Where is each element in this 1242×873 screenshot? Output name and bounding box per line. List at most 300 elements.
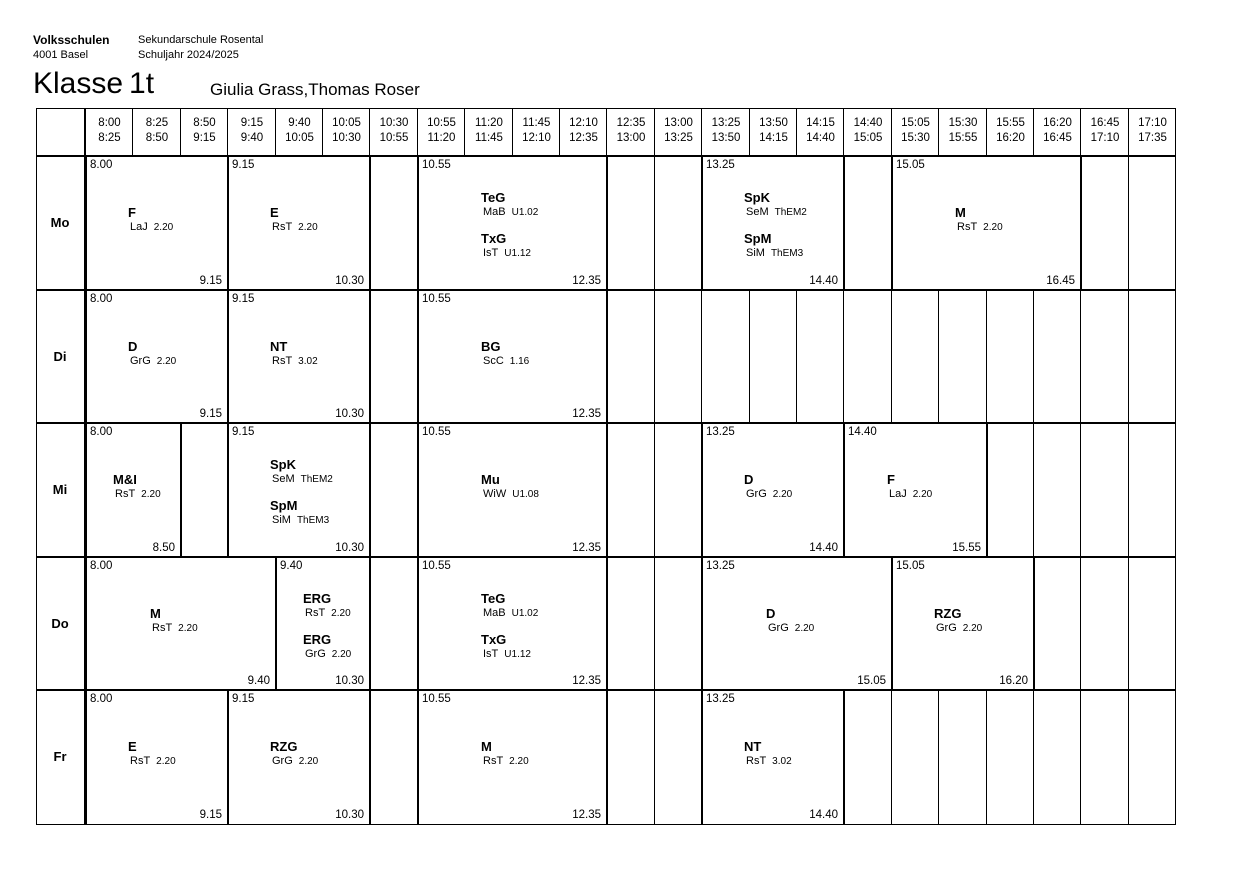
lesson-border — [180, 423, 182, 557]
lesson-teacher: RsT — [152, 622, 173, 634]
lesson-teacher: RsT — [483, 755, 504, 767]
lesson-teacher: GrG — [936, 622, 957, 634]
lesson-border — [1080, 156, 1082, 290]
lesson-start-time: 8.00 — [90, 293, 113, 305]
lesson-block[interactable] — [417, 557, 606, 690]
timeslot-to: 11:20 — [427, 132, 456, 144]
timeslot-to: 10:05 — [285, 132, 314, 144]
lesson-start-time: 10.55 — [422, 560, 451, 572]
lesson-end-time: 12.35 — [572, 542, 601, 554]
timeslot-from: 15:55 — [996, 117, 1025, 129]
slot-divider — [938, 290, 939, 423]
lesson-room: U1.02 — [511, 608, 539, 619]
lesson-subject: M — [955, 205, 966, 220]
lesson-details — [130, 755, 176, 767]
timeslot-to: 14:15 — [759, 132, 788, 144]
lesson-details — [483, 247, 531, 259]
timeslot-to: 10:30 — [332, 132, 361, 144]
lesson-start-time: 9.15 — [232, 159, 255, 171]
lesson-end-time: 15.55 — [952, 542, 981, 554]
lesson-details — [272, 473, 333, 485]
lesson-end-time: 16.45 — [1046, 275, 1075, 287]
lesson-room: U1.12 — [504, 248, 531, 259]
lesson-block[interactable] — [701, 690, 843, 824]
slot-divider — [891, 290, 892, 423]
slot-divider — [1128, 557, 1129, 690]
lesson-teacher: GrG — [768, 622, 789, 634]
timeslot-header — [607, 116, 655, 146]
lesson-end-time: 16.20 — [999, 675, 1028, 687]
lesson-subject: SpK — [270, 457, 296, 472]
lesson-teacher: WiW — [483, 488, 507, 500]
timeslot-header — [987, 116, 1034, 146]
lesson-end-time: 10.30 — [335, 275, 364, 287]
lesson-room: 2.20 — [983, 222, 1003, 233]
lesson-start-time: 15.05 — [896, 560, 925, 572]
lesson-end-time: 9.40 — [247, 675, 270, 687]
lesson-details — [272, 355, 318, 367]
lesson-subject: D — [744, 472, 754, 487]
lesson-border — [1033, 557, 1035, 690]
lesson-border — [606, 423, 608, 557]
lesson-end-time: 8.50 — [152, 542, 175, 554]
timeslot-header — [418, 116, 465, 146]
lesson-details — [746, 206, 807, 218]
slot-divider — [1128, 690, 1129, 824]
lesson-start-time: 13.25 — [706, 426, 735, 438]
lesson-end-time: 14.40 — [809, 275, 838, 287]
lesson-border — [606, 557, 608, 690]
grid-border-bottom — [36, 824, 1176, 825]
lesson-block[interactable] — [85, 690, 227, 824]
lesson-end-time: 9.15 — [199, 809, 222, 821]
lesson-room: 2.20 — [156, 756, 176, 767]
lesson-room: 2.20 — [298, 756, 319, 767]
slot-divider — [654, 156, 655, 290]
timeslot-header — [750, 116, 797, 146]
lesson-details — [305, 607, 351, 619]
lesson-subject: ERG — [303, 591, 332, 606]
lesson-teacher: IsT — [483, 648, 499, 660]
lesson-teacher: SiM — [272, 514, 291, 526]
lesson-subject: E — [128, 739, 137, 754]
timeslot-header — [370, 116, 418, 146]
timeslot-header — [892, 116, 939, 146]
lesson-block[interactable] — [227, 290, 369, 423]
lesson-room: U1.08 — [512, 489, 539, 500]
lesson-teacher: RsT — [746, 755, 767, 767]
lesson-room: 2.20 — [153, 222, 174, 233]
lesson-subject: D — [766, 606, 776, 621]
lesson-start-time: 13.25 — [706, 560, 735, 572]
lesson-details — [483, 488, 539, 500]
timeslot-from: 10:30 — [379, 117, 409, 129]
lesson-end-time: 10.30 — [335, 675, 364, 687]
lesson-details — [889, 488, 932, 500]
day-label-di: Di — [53, 348, 67, 364]
timeslot-from: 8:00 — [98, 117, 121, 129]
lesson-details — [483, 607, 538, 619]
lesson-details — [746, 247, 803, 259]
lesson-block[interactable] — [275, 557, 369, 690]
lesson-details — [957, 221, 1003, 233]
lesson-teacher: LaJ — [130, 221, 148, 233]
timeslot-to: 9:15 — [193, 132, 216, 144]
lesson-subject: RZG — [270, 739, 298, 754]
lesson-room: 2.20 — [509, 756, 529, 767]
timeslot-header — [702, 116, 750, 146]
lesson-teacher: SeM — [272, 473, 295, 485]
lesson-teacher: RsT — [272, 355, 293, 367]
timeslot-header — [655, 116, 702, 146]
slot-divider — [654, 557, 655, 690]
slot-divider — [1033, 690, 1034, 824]
lesson-subject: M&I — [113, 472, 137, 487]
timeslot-from: 10:55 — [427, 117, 456, 129]
lesson-subject: ERG — [303, 632, 332, 647]
slot-divider — [749, 290, 750, 423]
slot-divider — [843, 290, 844, 423]
lesson-border — [369, 423, 371, 557]
lesson-subject: TxG — [481, 231, 507, 246]
timeslot-from: 11:45 — [522, 117, 551, 129]
lesson-end-time: 15.05 — [857, 675, 886, 687]
org-name: Volksschulen — [33, 33, 110, 47]
lesson-subject: NT — [270, 339, 288, 354]
lesson-subject: F — [887, 472, 895, 487]
lesson-end-time: 14.40 — [809, 809, 838, 821]
lesson-subject: SpM — [270, 498, 298, 513]
timeslot-from: 12:35 — [616, 117, 646, 129]
lesson-start-time: 9.15 — [232, 693, 255, 705]
timeslot-to: 12:35 — [569, 132, 598, 144]
timeslot-from: 16:20 — [1043, 117, 1072, 129]
timeslot-from: 15:30 — [948, 117, 978, 129]
lesson-start-time: 8.00 — [90, 693, 113, 705]
slot-divider — [891, 690, 892, 824]
lesson-block[interactable] — [891, 557, 1033, 690]
lesson-end-time: 12.35 — [572, 675, 601, 687]
slot-divider — [701, 290, 702, 423]
lesson-teacher: SiM — [746, 247, 765, 259]
lesson-room: 2.20 — [962, 623, 983, 634]
lesson-border — [369, 557, 371, 690]
lesson-block[interactable] — [227, 423, 369, 557]
lesson-subject: Mu — [481, 472, 500, 487]
lesson-details — [130, 221, 173, 233]
lesson-start-time: 10.55 — [422, 159, 451, 171]
timeslot-header — [133, 116, 181, 146]
lesson-block[interactable] — [701, 156, 843, 290]
timeslot-header — [513, 116, 560, 146]
lesson-block[interactable] — [85, 557, 275, 690]
lesson-room: U1.02 — [511, 207, 539, 218]
timeslot-to: 11:45 — [475, 132, 503, 144]
lesson-details — [272, 514, 329, 526]
timeslot-to: 8:25 — [98, 132, 121, 144]
lesson-details — [272, 221, 318, 233]
timeslot-to: 13:00 — [616, 132, 646, 144]
lesson-room: 2.20 — [156, 356, 177, 367]
lesson-start-time: 10.55 — [422, 693, 451, 705]
timeslot-header — [560, 116, 607, 146]
lesson-room: 2.20 — [912, 489, 933, 500]
lesson-block[interactable] — [417, 156, 606, 290]
lesson-block[interactable] — [417, 423, 606, 557]
grid-border-right — [1175, 108, 1176, 825]
lesson-details — [305, 648, 351, 660]
timeslot-to: 13:25 — [664, 132, 693, 144]
lesson-teacher: RsT — [130, 755, 151, 767]
lesson-block[interactable] — [85, 423, 180, 557]
lesson-details — [483, 755, 529, 767]
lesson-room: ThEM3 — [296, 515, 330, 526]
lesson-subject: F — [128, 205, 136, 220]
timeslot-to: 12:10 — [522, 132, 551, 144]
lesson-subject: E — [270, 205, 279, 220]
timeslot-from: 9:40 — [288, 117, 311, 129]
slot-divider — [654, 423, 655, 557]
lesson-block[interactable] — [701, 557, 891, 690]
lesson-subject: D — [128, 339, 138, 354]
slot-divider — [1080, 290, 1081, 423]
lesson-end-time: 10.30 — [335, 542, 364, 554]
lesson-block[interactable] — [417, 290, 606, 423]
timeslot-from: 15:05 — [901, 117, 930, 129]
timeslot-from: 10:05 — [332, 117, 361, 129]
lesson-details — [152, 622, 198, 634]
lesson-border — [986, 423, 988, 557]
lesson-room: 3.02 — [772, 756, 792, 767]
timeslot-from: 17:10 — [1138, 117, 1167, 129]
lesson-room: 3.02 — [298, 356, 318, 367]
lesson-teacher: RsT — [272, 221, 293, 233]
timeslot-to: 15:30 — [901, 132, 930, 144]
lesson-end-time: 12.35 — [572, 809, 601, 821]
lesson-details — [115, 488, 161, 500]
day-label-mi: Mi — [52, 481, 68, 497]
timeslot-header — [1129, 116, 1176, 146]
lesson-teacher: RsT — [305, 607, 326, 619]
school-name: Sekundarschule Rosental — [138, 34, 264, 46]
lesson-start-time: 15.05 — [896, 159, 925, 171]
lesson-block[interactable] — [85, 290, 227, 423]
lesson-room: 2.20 — [298, 222, 318, 233]
slot-divider — [654, 290, 655, 423]
lesson-subject: NT — [744, 739, 762, 754]
timeslot-to: 10:55 — [379, 132, 409, 144]
lesson-teacher: LaJ — [889, 488, 907, 500]
klasse-label: Klasse — [33, 67, 124, 100]
timeslot-to: 9:40 — [240, 132, 264, 144]
day-label-do: Do — [51, 615, 69, 631]
timeslot-from: 13:00 — [664, 117, 693, 129]
timeslot-from: 14:40 — [853, 117, 883, 129]
lesson-details — [483, 206, 538, 218]
slot-divider — [1080, 557, 1081, 690]
school-year: Schuljahr 2024/2025 — [138, 49, 239, 61]
timeslot-to: 13:50 — [711, 132, 741, 144]
timeslot-header — [86, 116, 133, 146]
timeslot-from: 13:25 — [711, 117, 741, 129]
lesson-details — [746, 488, 792, 500]
slot-divider — [1080, 423, 1081, 557]
lesson-details — [483, 648, 531, 660]
timeslot-header — [323, 116, 370, 146]
class-teachers: Giulia Grass,Thomas Roser — [210, 80, 420, 99]
lesson-block[interactable] — [701, 423, 843, 557]
lesson-end-time: 12.35 — [572, 408, 601, 420]
timeslot-from: 14:15 — [806, 117, 835, 129]
lesson-subject: SpM — [744, 231, 772, 246]
lesson-end-time: 10.30 — [335, 809, 364, 821]
timeslot-header — [276, 116, 323, 146]
lesson-start-time: 8.00 — [90, 159, 113, 171]
lesson-room: 1.16 — [509, 356, 530, 367]
lesson-teacher: IsT — [483, 247, 499, 259]
lesson-block[interactable] — [417, 690, 606, 824]
lesson-room: ThEM2 — [300, 474, 333, 485]
lesson-teacher: ScC — [483, 355, 504, 367]
lesson-subject: TeG — [481, 591, 506, 606]
lesson-block[interactable] — [843, 423, 986, 557]
lesson-teacher: GrG — [130, 355, 151, 367]
timeslot-header — [844, 116, 892, 146]
lesson-teacher: GrG — [746, 488, 767, 500]
slot-divider — [1128, 290, 1129, 423]
timeslot-header — [181, 116, 228, 146]
lesson-subject: SpK — [744, 190, 770, 205]
timeslot-from: 16:45 — [1090, 117, 1120, 129]
lesson-subject: RZG — [934, 606, 962, 621]
lesson-start-time: 10.55 — [422, 293, 451, 305]
timeslot-to: 16:20 — [996, 132, 1025, 144]
lesson-end-time: 9.15 — [199, 275, 222, 287]
lesson-end-time: 9.15 — [199, 408, 222, 420]
slot-divider — [1033, 423, 1034, 557]
timeslot-header — [1034, 116, 1081, 146]
lesson-room: ThEM2 — [774, 207, 807, 218]
lesson-end-time: 12.35 — [572, 275, 601, 287]
day-label-fr: Fr — [53, 748, 67, 764]
lesson-start-time: 13.25 — [706, 693, 735, 705]
timeslot-from: 13:50 — [759, 117, 788, 129]
slot-divider — [1128, 156, 1129, 290]
timeslot-from: 8:50 — [193, 117, 216, 129]
timeslot-to: 16:45 — [1043, 132, 1072, 144]
lesson-start-time: 8.00 — [90, 560, 113, 572]
timeslot-header — [228, 116, 276, 146]
lesson-start-time: 14.40 — [848, 426, 877, 438]
slot-divider — [1033, 290, 1034, 423]
lesson-room: ThEM3 — [770, 248, 804, 259]
timeslot-to: 8:50 — [145, 132, 169, 144]
lesson-start-time: 9.15 — [232, 293, 255, 305]
lesson-subject: TeG — [481, 190, 506, 205]
lesson-teacher: GrG — [272, 755, 293, 767]
lesson-border — [369, 690, 371, 824]
timeslot-header — [797, 116, 844, 146]
timeslot-header — [465, 116, 513, 146]
lesson-block[interactable] — [227, 156, 369, 290]
lesson-teacher: MaB — [483, 607, 506, 619]
lesson-teacher: SeM — [746, 206, 769, 218]
lesson-subject: M — [481, 739, 492, 754]
lesson-room: 2.20 — [772, 489, 793, 500]
lesson-start-time: 9.40 — [280, 560, 303, 572]
lesson-room: 2.20 — [178, 623, 198, 634]
lesson-border — [369, 156, 371, 290]
lesson-teacher: RsT — [115, 488, 136, 500]
lesson-start-time: 9.15 — [232, 426, 255, 438]
lesson-room: 2.20 — [331, 608, 351, 619]
timeslot-to: 15:55 — [948, 132, 978, 144]
slot-divider — [654, 690, 655, 824]
slot-divider — [986, 290, 987, 423]
timeslot-to: 17:10 — [1090, 132, 1120, 144]
lesson-details — [272, 755, 318, 767]
lesson-details — [130, 355, 176, 367]
lesson-border — [606, 690, 608, 824]
timeslot-to: 17:35 — [1138, 132, 1167, 144]
slot-divider — [1128, 423, 1129, 557]
lesson-border — [843, 156, 845, 290]
org-city: 4001 Basel — [33, 49, 89, 61]
timeslot-from: 8:25 — [145, 117, 169, 129]
lesson-block[interactable] — [227, 690, 369, 824]
lesson-room: 2.20 — [141, 489, 161, 500]
lesson-border — [606, 156, 608, 290]
lesson-subject: BG — [481, 339, 501, 354]
lesson-block[interactable] — [85, 156, 227, 290]
lesson-details — [936, 622, 982, 634]
lesson-border — [606, 290, 608, 423]
lesson-subject: M — [150, 606, 161, 621]
lesson-details — [768, 622, 814, 634]
lesson-start-time: 13.25 — [706, 159, 735, 171]
lesson-teacher: GrG — [305, 648, 326, 660]
lesson-border — [843, 690, 845, 824]
lesson-end-time: 14.40 — [809, 542, 838, 554]
slot-divider — [1080, 690, 1081, 824]
klasse-name: 1t — [129, 67, 155, 100]
lesson-details — [483, 355, 529, 367]
timeslot-header — [939, 116, 987, 146]
lesson-room: U1.12 — [504, 649, 531, 660]
day-label-mo: Mo — [50, 214, 70, 230]
lesson-teacher: RsT — [957, 221, 978, 233]
lesson-teacher: MaB — [483, 206, 506, 218]
lesson-room: 2.20 — [331, 649, 352, 660]
lesson-border — [369, 290, 371, 423]
lesson-start-time: 10.55 — [422, 426, 451, 438]
slot-divider — [938, 690, 939, 824]
lesson-block[interactable] — [891, 156, 1080, 290]
timeslot-from: 11:20 — [475, 117, 503, 129]
lesson-details — [746, 755, 792, 767]
lesson-subject: TxG — [481, 632, 507, 647]
slot-divider — [986, 690, 987, 824]
lesson-end-time: 10.30 — [335, 408, 364, 420]
timeslot-from: 9:15 — [240, 117, 264, 129]
slot-divider — [796, 290, 797, 423]
timeslot-to: 15:05 — [853, 132, 883, 144]
timeslot-from: 12:10 — [569, 117, 598, 129]
lesson-start-time: 8.00 — [90, 426, 113, 438]
timeslot-header — [1081, 116, 1129, 146]
lesson-room: 2.20 — [794, 623, 815, 634]
timeslot-to: 14:40 — [806, 132, 835, 144]
